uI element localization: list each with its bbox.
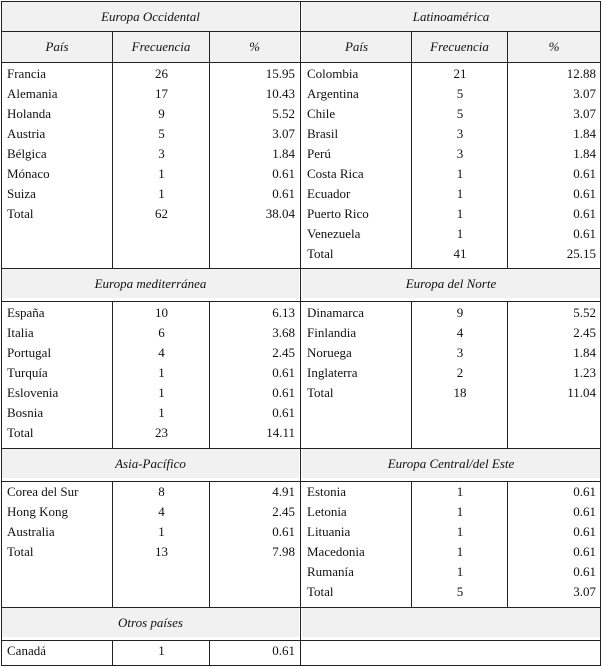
cell-pais: Total bbox=[307, 385, 334, 400]
cell-frecuencia: 1 bbox=[158, 524, 165, 539]
cell-pct: 0.61 bbox=[573, 524, 596, 539]
cell-pais: Total bbox=[307, 584, 334, 599]
cell-pct: 0.61 bbox=[573, 166, 596, 181]
cell-pais: Holanda bbox=[7, 106, 52, 121]
cell-pais: Noruega bbox=[307, 345, 352, 360]
cell-pais: Austria bbox=[7, 126, 46, 141]
cell-pais: Hong Kong bbox=[7, 504, 69, 519]
cell-pais: Puerto Rico bbox=[307, 206, 369, 221]
v-rule bbox=[411, 31, 412, 268]
cell-pct: 0.61 bbox=[573, 484, 596, 499]
cell-pct: 2.45 bbox=[272, 504, 295, 519]
cell-pct: 0.61 bbox=[272, 166, 295, 181]
v-rule bbox=[600, 1, 601, 666]
cell-pais: Australia bbox=[7, 524, 55, 539]
cell-pct: 5.52 bbox=[573, 305, 596, 320]
cell-pct: 0.61 bbox=[573, 564, 596, 579]
v-rule bbox=[112, 301, 113, 448]
cell-frecuencia: 1 bbox=[456, 166, 464, 181]
cell-pct: 25.15 bbox=[566, 246, 596, 261]
cell-pais: Finlandia bbox=[307, 325, 357, 340]
cell-pais: Lituania bbox=[307, 524, 351, 539]
cell-frecuencia: 9 bbox=[158, 106, 165, 121]
cell-frecuencia: 1 bbox=[158, 643, 165, 658]
cell-pais: Bélgica bbox=[7, 146, 47, 161]
cell-pct: 10.43 bbox=[265, 86, 295, 101]
section-title-europa-central: Europa Central/del Este bbox=[302, 449, 600, 478]
cell-frecuencia: 1 bbox=[456, 186, 464, 201]
cell-pais: Brasil bbox=[307, 126, 339, 141]
v-rule bbox=[300, 1, 301, 666]
v-rule bbox=[112, 31, 113, 268]
cell-pais: Argentina bbox=[307, 86, 359, 101]
cell-pct: 1.84 bbox=[272, 146, 295, 161]
v-rule bbox=[507, 31, 508, 268]
cell-pais: Colombia bbox=[307, 66, 359, 81]
cell-pais: España bbox=[7, 305, 45, 320]
cell-pais: Perú bbox=[307, 146, 331, 161]
section-title-europa-occidental: Europa Occidental bbox=[2, 2, 299, 31]
cell-pais: Total bbox=[7, 206, 34, 221]
cell-pais: Chile bbox=[307, 106, 336, 121]
cell-pais: Macedonia bbox=[307, 544, 365, 559]
empty-title-cell bbox=[302, 608, 600, 637]
cell-pct: 0.61 bbox=[573, 504, 596, 519]
cell-pais: Canadá bbox=[7, 643, 46, 658]
cell-pct: 0.61 bbox=[573, 226, 596, 241]
cell-pct: 7.98 bbox=[272, 544, 295, 559]
h-rule bbox=[1, 268, 601, 269]
cell-pais: Suiza bbox=[7, 186, 36, 201]
v-rule bbox=[507, 301, 508, 448]
cell-pct: 0.61 bbox=[573, 186, 596, 201]
cell-frecuencia: 3 bbox=[456, 126, 464, 141]
cell-frecuencia: 3 bbox=[456, 146, 464, 161]
cell-frecuencia: 6 bbox=[158, 325, 165, 340]
v-rule bbox=[209, 640, 210, 665]
h-rule bbox=[1, 665, 601, 666]
col-header-pais: País bbox=[2, 32, 112, 62]
cell-frecuencia: 10 bbox=[155, 305, 168, 320]
h-rule bbox=[1, 31, 601, 32]
cell-frecuencia: 1 bbox=[456, 206, 464, 221]
h-rule bbox=[1, 1, 601, 2]
cell-pct: 3.07 bbox=[573, 584, 596, 599]
section-title-latinoamerica: Latinoamérica bbox=[302, 2, 600, 31]
cell-frecuencia: 1 bbox=[456, 524, 464, 539]
cell-frecuencia: 5 bbox=[456, 106, 464, 121]
cell-pct: 0.61 bbox=[272, 186, 295, 201]
cell-frecuencia: 3 bbox=[158, 146, 165, 161]
section-title-europa-mediterranea: Europa mediterránea bbox=[2, 269, 299, 298]
cell-pct: 0.61 bbox=[272, 524, 295, 539]
cell-pais: Mónaco bbox=[7, 166, 50, 181]
cell-frecuencia: 1 bbox=[158, 186, 165, 201]
cell-pct: 0.61 bbox=[573, 544, 596, 559]
cell-frecuencia: 1 bbox=[158, 166, 165, 181]
cell-pais: Ecuador bbox=[307, 186, 351, 201]
cell-frecuencia: 1 bbox=[158, 365, 165, 380]
cell-frecuencia: 1 bbox=[456, 484, 464, 499]
cell-frecuencia: 4 bbox=[158, 504, 165, 519]
cell-pct: 0.61 bbox=[573, 206, 596, 221]
v-rule bbox=[209, 31, 210, 268]
cell-pct: 0.61 bbox=[272, 385, 295, 400]
cell-frecuencia: 1 bbox=[456, 544, 464, 559]
v-rule bbox=[209, 301, 210, 448]
cell-frecuencia: 4 bbox=[158, 345, 165, 360]
cell-pct: 3.07 bbox=[573, 106, 596, 121]
v-rule bbox=[411, 481, 412, 607]
cell-frecuencia: 2 bbox=[456, 365, 464, 380]
cell-frecuencia: 1 bbox=[456, 564, 464, 579]
col-header-pais: País bbox=[302, 32, 411, 62]
col-header-pct: % bbox=[508, 32, 600, 62]
cell-frecuencia: 8 bbox=[158, 484, 165, 499]
cell-pais: Letonia bbox=[307, 504, 347, 519]
col-header-frecuencia: Frecuencia bbox=[113, 32, 209, 62]
cell-pct: 11.04 bbox=[567, 385, 596, 400]
cell-pct: 1.84 bbox=[573, 146, 596, 161]
v-rule bbox=[112, 640, 113, 665]
v-rule bbox=[507, 481, 508, 607]
cell-pct: 1.84 bbox=[573, 126, 596, 141]
h-rule bbox=[1, 62, 601, 63]
col-header-pct: % bbox=[210, 32, 299, 62]
cell-pais: Venezuela bbox=[307, 226, 361, 241]
cell-pct: 1.23 bbox=[573, 365, 596, 380]
cell-pct: 1.84 bbox=[573, 345, 596, 360]
cell-frecuencia: 21 bbox=[453, 66, 467, 81]
cell-pct: 14.11 bbox=[266, 425, 295, 440]
cell-frecuencia: 41 bbox=[453, 246, 467, 261]
h-rule bbox=[1, 301, 601, 302]
cell-frecuencia: 18 bbox=[453, 385, 467, 400]
cell-frecuencia: 5 bbox=[456, 86, 464, 101]
v-rule bbox=[411, 301, 412, 448]
cell-frecuencia: 9 bbox=[456, 305, 464, 320]
cell-frecuencia: 3 bbox=[456, 345, 464, 360]
cell-pct: 12.88 bbox=[566, 66, 596, 81]
v-rule bbox=[209, 481, 210, 607]
cell-pais: Bosnia bbox=[7, 405, 44, 420]
cell-pct: 3.07 bbox=[573, 86, 596, 101]
cell-pct: 2.45 bbox=[573, 325, 596, 340]
cell-pais: Inglaterra bbox=[307, 365, 358, 380]
cell-frecuencia: 62 bbox=[155, 206, 168, 221]
cell-pct: 3.68 bbox=[272, 325, 295, 340]
cell-frecuencia: 1 bbox=[456, 226, 464, 241]
cell-pais: Corea del Sur bbox=[7, 484, 79, 499]
section-title-otros: Otros países bbox=[2, 608, 299, 637]
cell-pais: Turquía bbox=[7, 365, 48, 380]
v-rule bbox=[112, 481, 113, 607]
cell-pais: Italia bbox=[7, 325, 34, 340]
h-rule bbox=[1, 448, 601, 449]
cell-frecuencia: 1 bbox=[158, 385, 165, 400]
cell-pais: Francia bbox=[7, 66, 46, 81]
cell-pais: Total bbox=[7, 425, 34, 440]
cell-pais: Costa Rica bbox=[307, 166, 364, 181]
section-title-europa-norte: Europa del Norte bbox=[302, 269, 600, 298]
cell-pct: 4.91 bbox=[272, 484, 295, 499]
cell-frecuencia: 26 bbox=[155, 66, 168, 81]
cell-pais: Dinamarca bbox=[307, 305, 365, 320]
cell-pais: Eslovenia bbox=[7, 385, 59, 400]
cell-pais: Portugal bbox=[7, 345, 52, 360]
v-rule bbox=[1, 1, 2, 666]
section-title-asia-pacifico: Asia-Pacífico bbox=[2, 449, 299, 478]
cell-frecuencia: 5 bbox=[158, 126, 165, 141]
cell-pct: 3.07 bbox=[272, 126, 295, 141]
cell-pct: 0.61 bbox=[272, 643, 295, 658]
cell-pais: Total bbox=[7, 544, 34, 559]
cell-pct: 38.04 bbox=[265, 206, 295, 221]
h-rule bbox=[1, 481, 601, 482]
cell-pais: Alemania bbox=[7, 86, 58, 101]
cell-pais: Total bbox=[307, 246, 334, 261]
cell-frecuencia: 1 bbox=[456, 504, 464, 519]
h-rule bbox=[1, 607, 601, 608]
cell-pais: Rumanía bbox=[307, 564, 354, 579]
cell-frecuencia: 13 bbox=[155, 544, 168, 559]
cell-frecuencia: 5 bbox=[456, 584, 464, 599]
cell-pct: 2.45 bbox=[272, 345, 295, 360]
cell-pct: 0.61 bbox=[272, 405, 295, 420]
cell-frecuencia: 17 bbox=[155, 86, 168, 101]
cell-frecuencia: 23 bbox=[155, 425, 168, 440]
h-rule bbox=[1, 640, 601, 641]
cell-pais: Estonia bbox=[307, 484, 346, 499]
cell-pct: 6.13 bbox=[272, 305, 295, 320]
cell-pct: 5.52 bbox=[272, 106, 295, 121]
cell-frecuencia: 1 bbox=[158, 405, 165, 420]
cell-pct: 15.95 bbox=[265, 66, 295, 81]
col-header-frecuencia: Frecuencia bbox=[412, 32, 507, 62]
cell-pct: 0.61 bbox=[272, 365, 295, 380]
cell-frecuencia: 4 bbox=[456, 325, 464, 340]
